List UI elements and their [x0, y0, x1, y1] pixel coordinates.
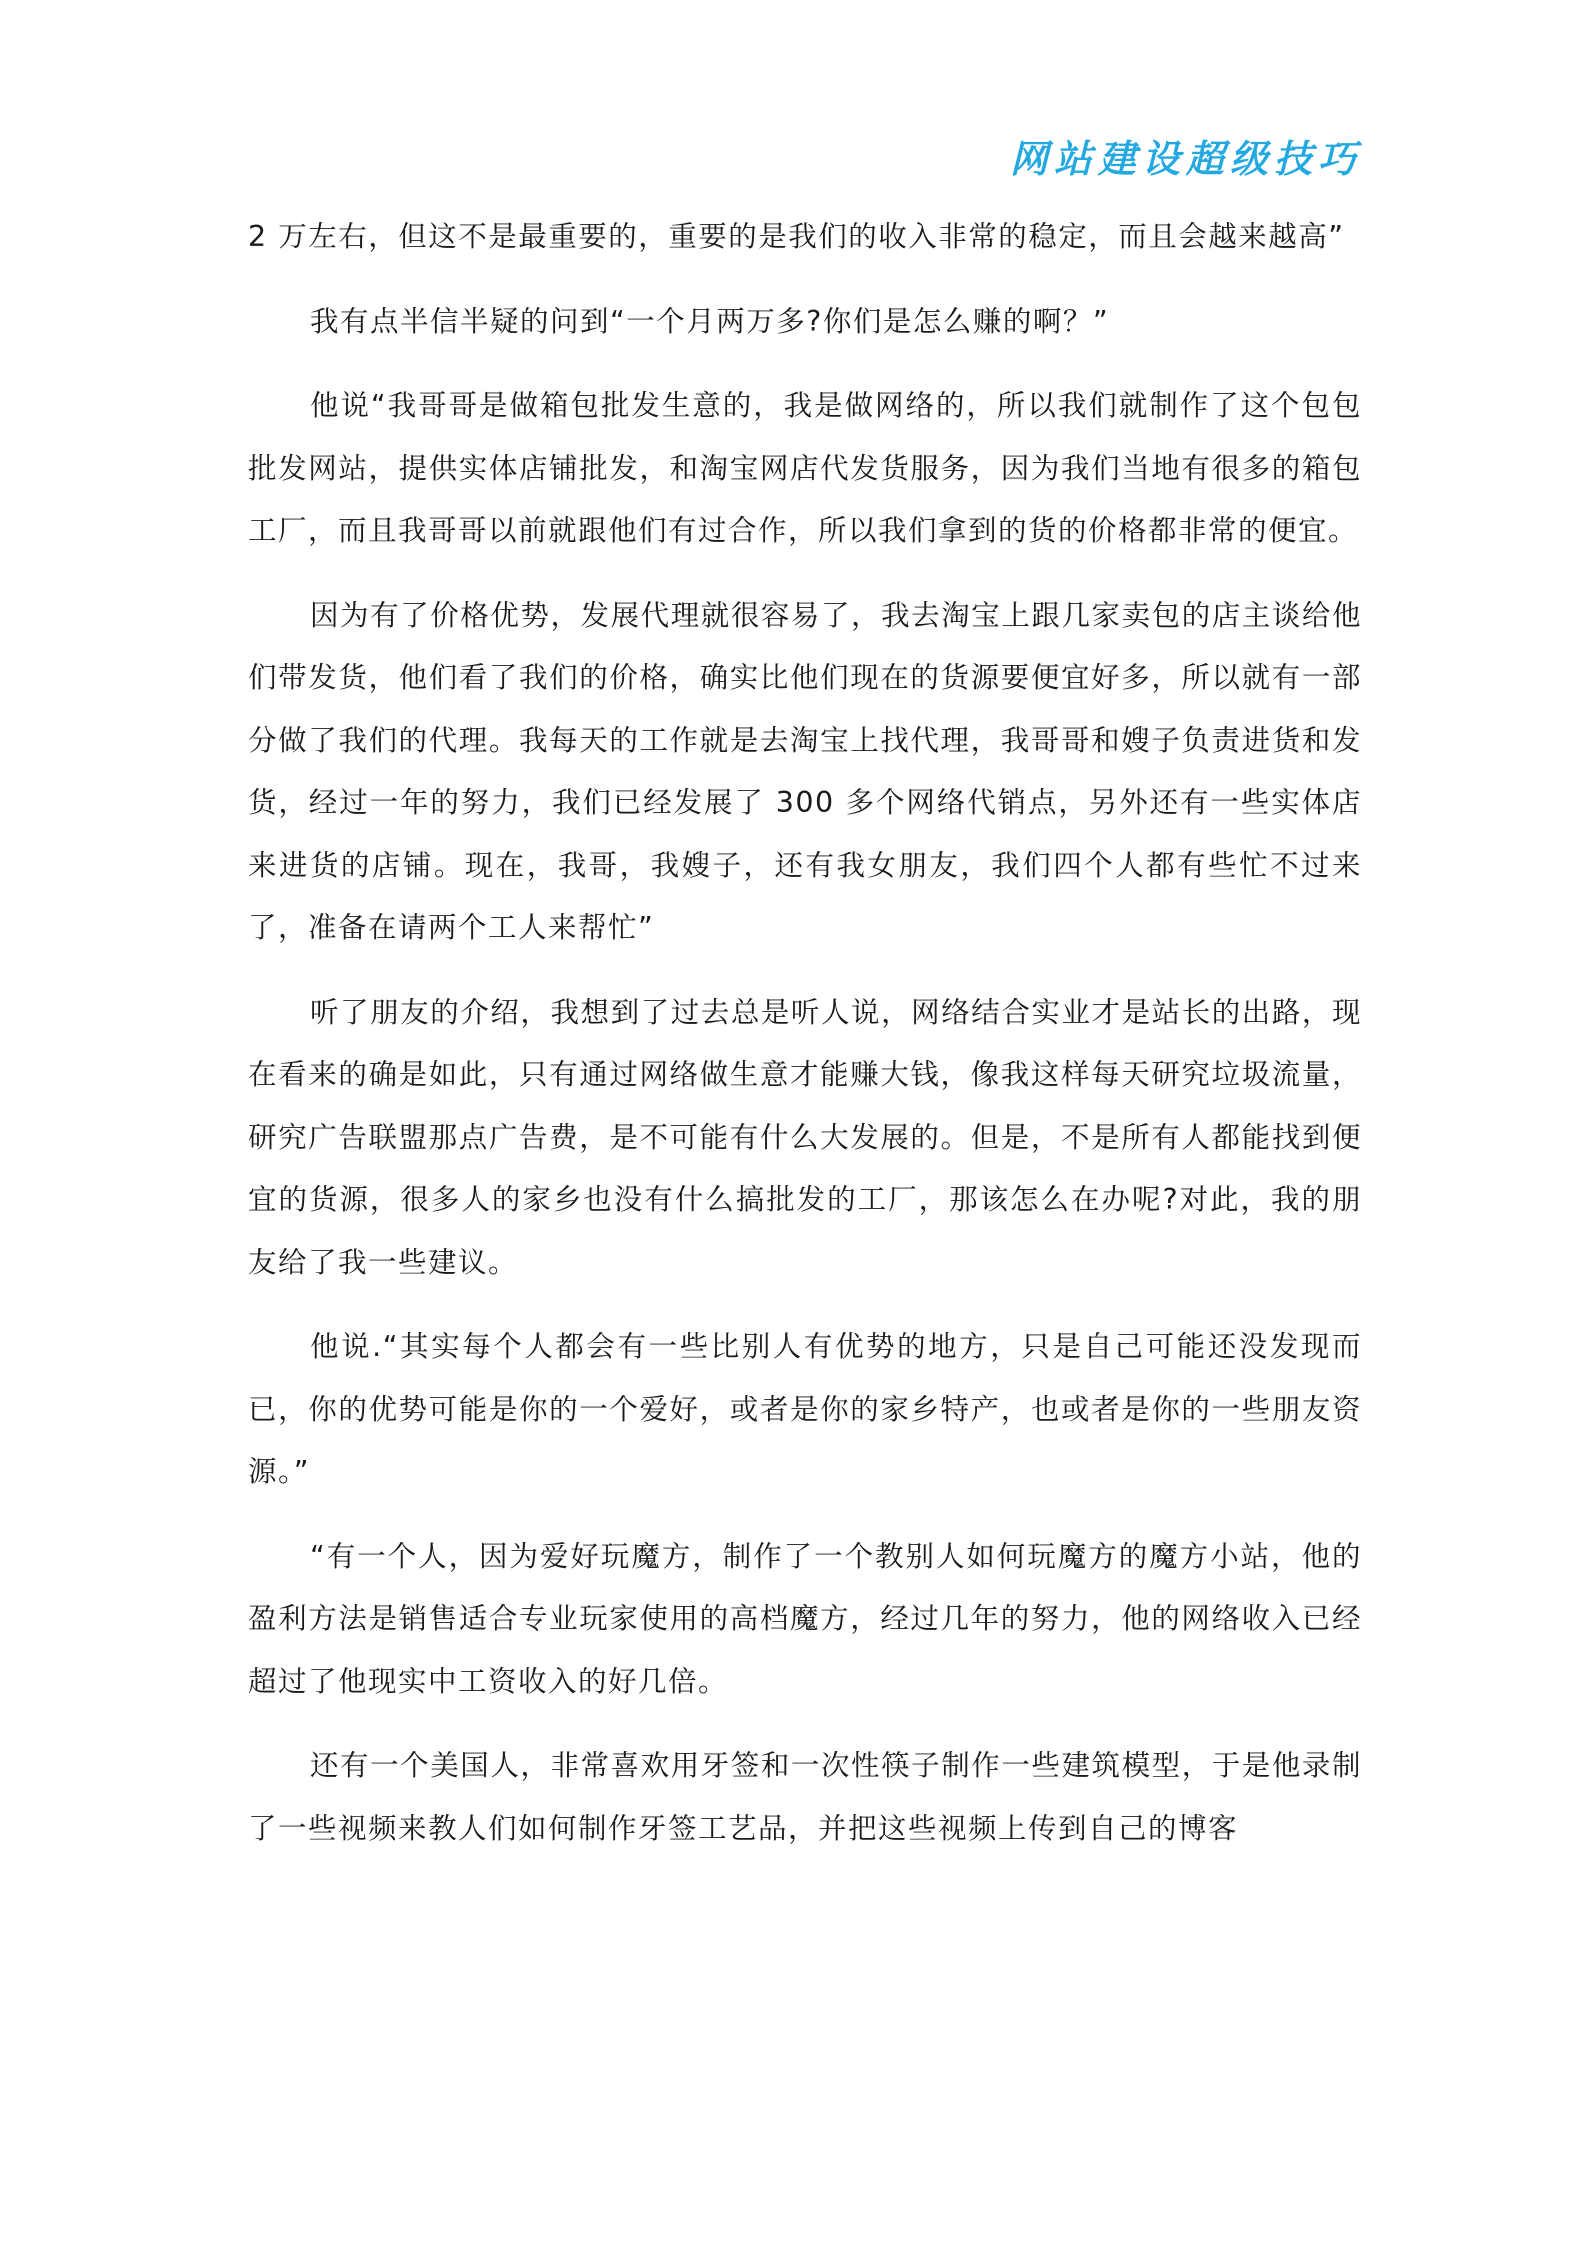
- paragraph-7: “有一个人，因为爱好玩魔方，制作了一个教别人如何玩魔方的魔方小站，他的盈利方法是销售适合专业玩家使用的高档魔方，经过几年的努力，他的网络收入已经超过了他现实中工资收入的好几倍。: [248, 1539, 1362, 1698]
- paragraph-2: 我有点半信半疑的问到“一个月两万多?你们是怎么赚的啊？”: [310, 304, 1110, 338]
- paragraph-4: 因为有了价格优势，发展代理就很容易了，我去淘宝上跟几家卖包的店主谈给他们带发货，他们看了我们的价格，确实比他们现在的货源要便宜好多，所以就有一部分做了我们的代理。我每天的工作就是去淘宝上找代理，我哥哥和嫂子负责进货和发货，经过一年的努力，我们已经发展了 300 多个网络代销点，另外还有一些实体店来进货的店铺。现在，我哥，我嫂子，还有我女朋友，我们四个人都有些忙不过来了，准备在请两个工人来帮忙”: [248, 598, 1362, 944]
- document-body: [248, 206, 1362, 1882]
- paragraph-5: 听了朋友的介绍，我想到了过去总是听人说，网络结合实业才是站长的出路，现在看来的确是如此，只有通过网络做生意才能赚大钱，像我这样每天研究垃圾流量，研究广告联盟那点广告费，是不可能有什么大发展的。但是，不是所有人都能找到便宜的货源，很多人的家乡也没有什么搞批发的工厂，那该怎么在办呢?对此，我的朋友给了我一些建议。: [248, 995, 1362, 1279]
- paragraph-8: 还有一个美国人，非常喜欢用牙签和一次性筷子制作一些建筑模型，于是他录制了一些视频来教人们如何制作牙签工艺品，并把这些视频上传到自己的博客: [248, 1749, 1362, 1845]
- header-title: 网站建设超级技巧: [1009, 136, 1362, 181]
- paragraph-1: 2 万左右，但这不是最重要的，重要的是我们的收入非常的稳定，而且会越来越高”: [248, 220, 1345, 253]
- paragraph-6: 他说.“其实每个人都会有一些比别人有优势的地方，只是自己可能还没发现而已，你的优势可能是你的一个爱好，或者是你的家乡特产，也或者是你的一些朋友资源。”: [248, 1330, 1362, 1488]
- paragraph-3: 他说“我哥哥是做箱包批发生意的，我是做网络的，所以我们就制作了这个包包批发网站，提供实体店铺批发，和淘宝网店代发货服务，因为我们当地有很多的箱包工厂，而且我哥哥以前就跟他们有过合作，所以我们拿到的货的价格都非常的便宜。: [248, 389, 1362, 547]
